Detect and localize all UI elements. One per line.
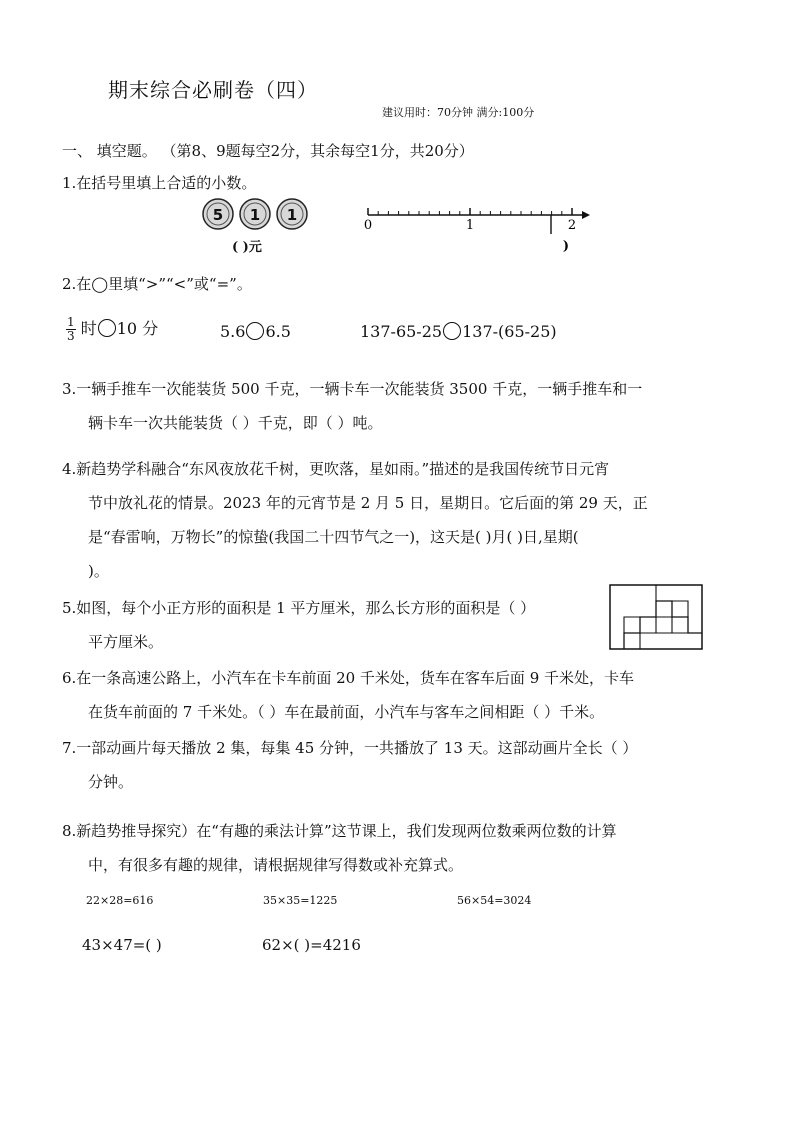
fill-equation-2: 62×( )=4216: [262, 936, 361, 954]
coin-answer-blank: ( )元: [232, 240, 262, 255]
compare-item-3: 137-65-25 137-(65-25): [360, 322, 557, 341]
question-6: 6.在一条高速公路上，小汽车在卡车前面 20 千米处，货车在客车后面 9 千米处，卡车 在货车前面的 7 千米处。（ ）车在最前面，小汽车与客车之间相距（ ）千米。: [62, 669, 635, 721]
coins-figure: [200, 196, 312, 232]
question-1-text: 1.在括号里填上合适的小数。: [62, 174, 257, 192]
number-line-arrow: [582, 211, 590, 219]
question-3: 3.一辆手推车一次能装货 500 千克，一辆卡车一次能装货 3500 千克，一辆手推车和一 辆卡车一次共能装货（ ）千克，即（ ）吨。: [62, 380, 643, 432]
compare-item-1: [66, 316, 158, 343]
svg-text:1: 1: [249, 206, 261, 224]
compare-circle-1[interactable]: [98, 319, 116, 337]
question-4: 4.新趋势学科融合“东风夜放花千树，更吹落，星如雨。”描述的是我国传统节日元宵 节中放礼花的情景。2023 年的元宵节是 2 月 5 日，星期日。它后面的第 29 天，正 是“春雷响，万物长”的惊蛰(我国二十四节气之一)，这天是( )月( )日,星期( )。: [62, 460, 648, 580]
compare-item-1-right: 10 分: [116, 319, 159, 338]
svg-text:1: 1: [286, 206, 298, 224]
example-equation-1: 22×28=616: [86, 894, 154, 907]
number-line-answer-paren: ): [562, 239, 570, 254]
compare-item-2: 5.6 6.5: [220, 322, 291, 341]
question-5: 5.如图，每个小正方形的面积是 1 平方厘米，那么长方形的面积是（ ） 平方厘米。: [62, 599, 536, 651]
example-equation-3: 56×54=3024: [457, 894, 532, 907]
coin-1-b: [277, 199, 307, 229]
compare-circle-2[interactable]: [246, 322, 264, 340]
coin-1-a: [240, 199, 270, 229]
number-line: [360, 200, 595, 260]
compare-item-1-unit: 时: [80, 319, 97, 338]
section-heading: 一、 填空题。 （第8、9题每空2分，其余每空1分，共20分）: [62, 142, 474, 160]
question-1: [62, 166, 256, 200]
coin-5: [203, 199, 233, 229]
page-title: 期末综合必刷卷（四）: [108, 78, 318, 102]
example-equation-2: 35×35=1225: [263, 894, 338, 907]
number-line-label-1: 1: [465, 218, 475, 233]
svg-text:5: 5: [212, 206, 224, 224]
compare-circle-3[interactable]: [443, 322, 461, 340]
number-line-label-2: 2: [567, 218, 577, 233]
time-score-info: 建议用时：70分钟 满分:100分: [382, 106, 535, 119]
number-line-ticks: [368, 208, 572, 215]
rectangle-grid-figure: [609, 584, 705, 652]
fraction-one-third: $\frac{1}{3}$: [67, 315, 75, 343]
number-line-label-0: 0: [363, 218, 373, 233]
question-2: [62, 267, 252, 301]
fill-equation-1: 43×47=( ): [82, 936, 162, 954]
question-2-text: 2.在◯里填“>”“<”或“=”。: [62, 275, 252, 293]
question-7: 7.一部动画片每天播放 2 集，每集 45 分钟，一共播放了 13 天。这部动画片全长（ ） 分钟。: [62, 739, 638, 791]
question-8: 8.新趋势推导探究）在“有趣的乘法计算”这节课上，我们发现两位数乘两位数的计算 中，有很多有趣的规律，请根据规律写得数或补充算式。: [62, 822, 617, 874]
